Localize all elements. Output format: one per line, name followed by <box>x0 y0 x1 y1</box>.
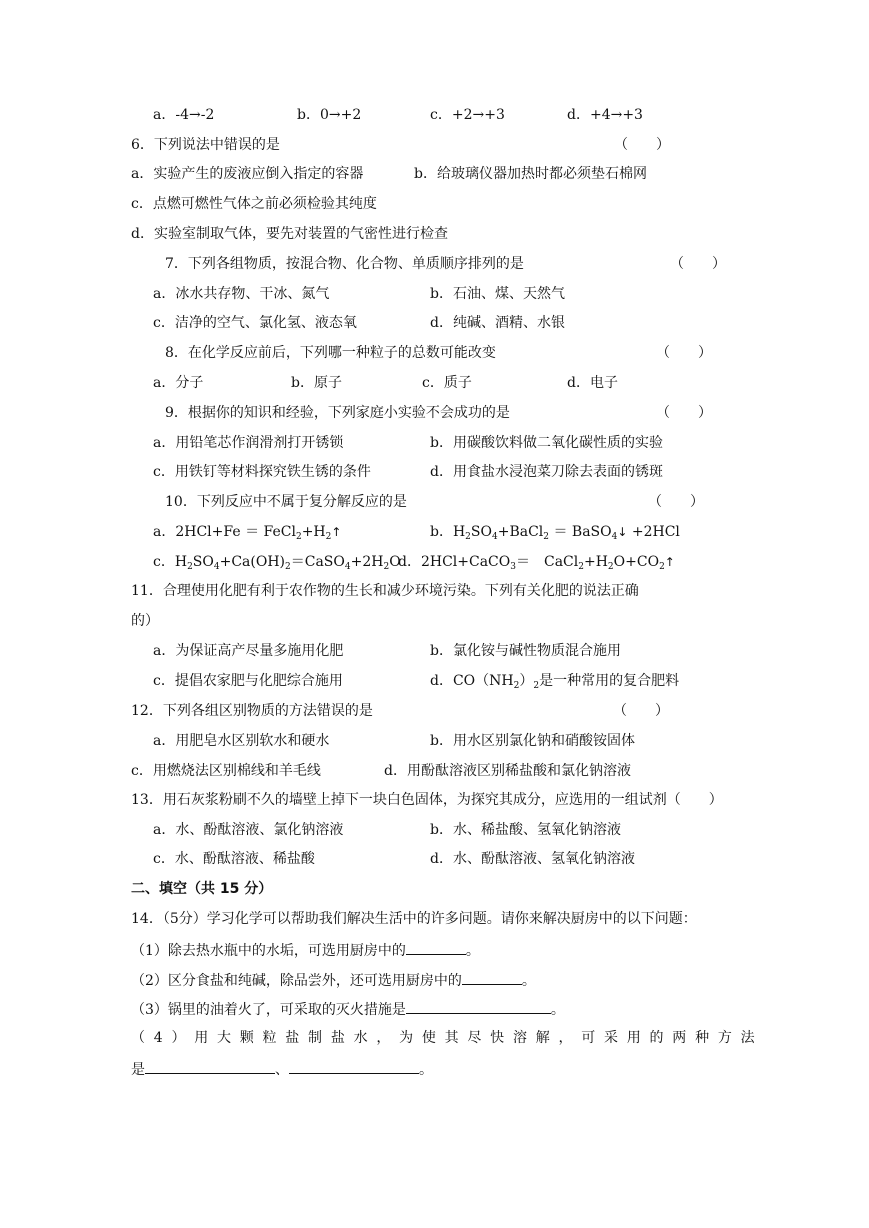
q11-option-d: d．$CO(NH_2)_2$是一种常用的复合肥料 <box>430 673 680 691</box>
q12-option-a: a．用肥皂水区别软水和硬水 <box>153 733 330 749</box>
q14-part-4-char: 用 <box>194 1030 209 1046</box>
q14-part-4-char: ） <box>171 1030 186 1046</box>
q12-option-c: c．用燃烧法区别棉线和羊毛线 <box>131 763 321 779</box>
q14-part-2: （2）区分食盐和纯碱，除品尝外，还可选用厨房中的 。 <box>131 969 536 991</box>
q11-option-c: c．提倡农家肥与化肥综合施用 <box>153 673 343 689</box>
q7-option-b: b．石油、煤、天然气 <box>430 286 565 302</box>
q9-option-d: d．用食盐水浸泡菜刀除去表面的锈斑 <box>430 464 663 480</box>
q14-part-4-char: ， <box>558 1030 573 1046</box>
q14-part-4-char: 两 <box>672 1030 687 1046</box>
q12-answer-bracket: （ ） <box>613 703 669 719</box>
q14-part-4-char: 水 <box>353 1030 368 1046</box>
q13-option-b: b．水、稀盐酸、氢氧化钠溶液 <box>430 822 621 838</box>
q14-part-4-char: 溶 <box>512 1030 527 1046</box>
q6-option-b: b．给玻璃仪器加热时都必须垫石棉网 <box>414 166 647 182</box>
q11-option-b: b．氯化铵与碱性物质混合施用 <box>430 643 621 659</box>
q7-option-d: d．纯碱、酒精、水银 <box>430 315 565 331</box>
q14-part-2-blank[interactable] <box>462 969 522 985</box>
q14-part-4-char: 为 <box>399 1030 414 1046</box>
q14-part-4-char: 使 <box>421 1030 436 1046</box>
q6-option-d: d．实验室制取气体，要先对装置的气密性进行检查 <box>131 226 448 242</box>
q14-part-3: （3）锅里的油着火了，可采取的灭火措施是 。 <box>131 998 565 1020</box>
q9-option-c: c．用铁钉等材料探究铁生锈的条件 <box>153 464 371 480</box>
q14-part-4-continued: 是 、 。 <box>131 1058 433 1080</box>
q5-option-a: a．-4→-2 <box>153 107 215 123</box>
q6-stem: 6．下列说法中错误的是 <box>131 137 280 153</box>
q13-stem: 13．用石灰浆粉刷不久的墙壁上掉下一块白色固体，为探究其成分，应选用的一组试剂（ ） <box>131 792 723 808</box>
q8-option-d: d．电子 <box>567 375 618 391</box>
q8-option-a: a．分子 <box>153 375 204 391</box>
q8-answer-bracket: （ ） <box>656 345 712 361</box>
q14-part-4-char: 种 <box>695 1030 710 1046</box>
q14-part-4-char: 采 <box>604 1030 618 1046</box>
q14-part-4-blank-2[interactable] <box>289 1058 419 1074</box>
q9-option-a: a．用铅笔芯作润滑剂打开锈锁 <box>153 435 344 451</box>
q6-option-a: a．实验产生的废液应倒入指定的容器 <box>131 166 364 182</box>
q14-part-4-char: 粒 <box>262 1030 277 1046</box>
q10-option-b: b．$H_2SO_4+BaCl_2$ ＝ BaSO$_4$↓ +2HCl <box>430 524 680 542</box>
q9-stem: 9．根据你的知识和经验，下列家庭小实验不会成功的是 <box>165 405 510 421</box>
q14-part-4-char: 法 <box>740 1030 755 1046</box>
q14-stem: 14．（5分）学习化学可以帮助我们解决生活中的许多问题。请你来解决厨房中的以下问题： <box>131 911 697 927</box>
q13-option-d: d．水、酚酞溶液、氢氧化钠溶液 <box>430 851 635 867</box>
q14-part-3-blank[interactable] <box>406 998 551 1014</box>
section-2-title: 二、填空（共 15 分） <box>131 881 273 897</box>
q12-option-d: d．用酚酞溶液区别稀盐酸和氯化钠溶液 <box>384 763 631 779</box>
q14-part-4-char: 其 <box>444 1030 459 1046</box>
q8-stem: 8．在化学反应前后，下列哪一种粒子的总数可能改变 <box>165 345 496 361</box>
q5-option-d: d．+4→+3 <box>567 107 643 123</box>
q14-part-4-char: 快 <box>490 1030 505 1046</box>
q14-part-4-char: （ <box>131 1030 145 1046</box>
q14-part-4-char: 颗 <box>239 1030 254 1046</box>
q7-answer-bracket: （ ） <box>670 256 726 272</box>
q10-answer-bracket: （ ） <box>648 494 704 510</box>
q10-option-a: a．$2HCl+Fe = FeCl_2+H_2↑$ <box>153 524 342 542</box>
q12-stem: 12．下列各组区别物质的方法错误的是 <box>131 703 373 719</box>
q14-part-4-char: 方 <box>717 1030 732 1046</box>
q11-stem: 11．合理使用化肥有利于农作物的生长和减少环境污染。下列有关化肥的说法正确 <box>131 583 639 599</box>
q11-option-a: a．为保证高产尽量多施用化肥 <box>153 643 344 659</box>
q12-option-b: b．用水区别氯化钠和硝酸铵固体 <box>430 733 635 749</box>
q7-stem: 7．下列各组物质，按混合物、化合物、单质顺序排列的是 <box>165 256 524 272</box>
q14-part-4-char: 大 <box>216 1030 231 1046</box>
q14-part-4-char: 盐 <box>330 1030 345 1046</box>
q9-answer-bracket: （ ） <box>656 405 712 421</box>
q10-stem: 10．下列反应中不属于复分解反应的是 <box>165 494 407 510</box>
q9-option-b: b．用碳酸饮料做二氧化碳性质的实验 <box>430 435 663 451</box>
q8-option-b: b．原子 <box>291 375 342 391</box>
q6-answer-bracket: （ ） <box>614 137 670 153</box>
q14-part-4-char: 可 <box>581 1030 596 1046</box>
q14-part-1: （1）除去热水瓶中的水垢，可选用厨房中的 。 <box>131 939 480 961</box>
q14-part-4-char: 尽 <box>467 1030 482 1046</box>
q14-part-4-char: 解 <box>535 1030 550 1046</box>
q14-part-4-char: ， <box>376 1030 391 1046</box>
q14-part-4-char: 制 <box>308 1030 323 1046</box>
q14-part-4-blank-1[interactable] <box>145 1058 275 1074</box>
q13-option-a: a．水、酚酞溶液、氯化钠溶液 <box>153 822 344 838</box>
q10-option-d: d．2HCl+CaCO$_3$＝ $CaCl_2+H_2O+CO_2↑$ <box>398 554 675 572</box>
q5-option-c: c．+2→+3 <box>430 107 505 123</box>
q7-option-c: c．洁净的空气、氯化氢、液态氧 <box>153 315 357 331</box>
q14-part-4-char: 的 <box>649 1030 664 1046</box>
q14-part-4-char: 盐 <box>285 1030 300 1046</box>
q10-option-c: c．$H_2SO_4+Ca(OH)_2=CaSO_4+2H_2O$ <box>153 554 401 572</box>
q5-option-b: b．0→+2 <box>297 107 362 123</box>
q13-option-c: c．水、酚酞溶液、稀盐酸 <box>153 851 315 867</box>
q14-part-1-blank[interactable] <box>406 939 466 955</box>
q8-option-c: c．质子 <box>422 375 472 391</box>
q11-stem-continued: 的） <box>131 613 159 629</box>
q14-part-4 <box>131 1028 755 1048</box>
q14-part-4-char: 4 <box>153 1030 163 1046</box>
q14-part-4-char: 用 <box>626 1030 641 1046</box>
q6-option-c: c．点燃可燃性气体之前必须检验其纯度 <box>131 196 377 212</box>
q7-option-a: a．冰水共存物、干冰、氮气 <box>153 286 330 302</box>
